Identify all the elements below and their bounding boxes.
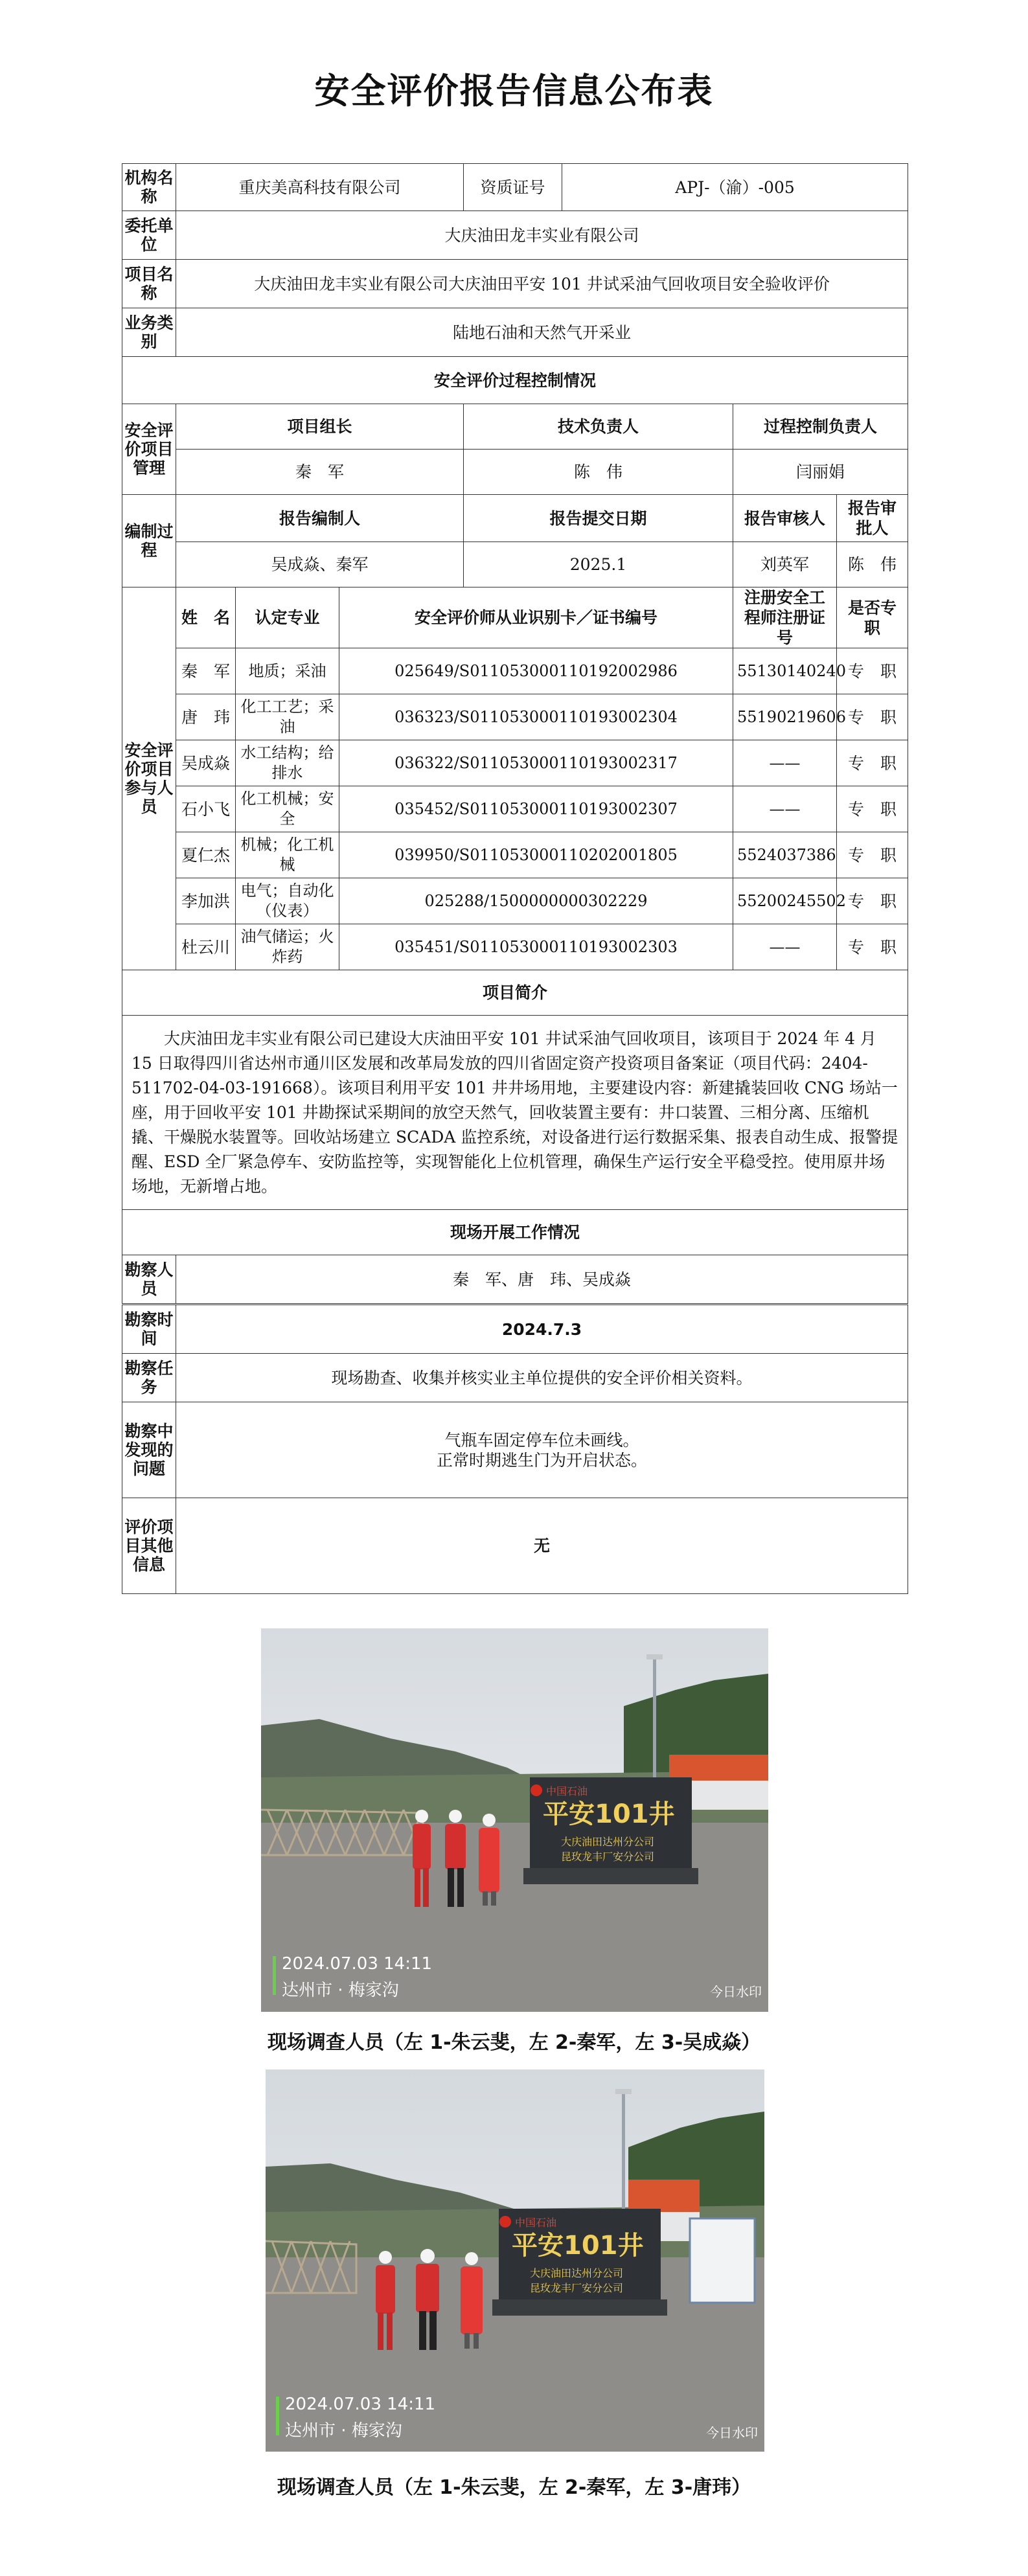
participant-major: 化工工艺；采油 (236, 694, 339, 740)
intro-section-row (122, 970, 908, 1016)
approver-value: 陈 伟 (837, 542, 908, 587)
watermark-time: 2024.07.03 14:11 (282, 1954, 433, 1974)
project-label: 项目名称 (122, 260, 176, 308)
watermark-time: 2024.07.03 14:11 (285, 2395, 436, 2414)
reviewer-value: 刘英军 (733, 542, 837, 587)
participant-reg: 55130140240 (733, 648, 837, 694)
sign-sub2: 昆玫龙丰厂安分公司 (529, 2282, 624, 2294)
intro-row (122, 1016, 908, 1210)
survey-task-label: 勘察任务 (122, 1354, 176, 1402)
reviewer-header: 报告审核人 (733, 495, 837, 542)
survey-staff-row (122, 1255, 908, 1304)
survey-issues-value (176, 1402, 908, 1498)
tech-header: 技术负责人 (464, 404, 733, 450)
participant-card: 025649/S011053000110192002986 (339, 648, 733, 694)
sign-sub1: 大庆油田达州分公司 (529, 2267, 624, 2279)
participant-fulltime: 专 职 (837, 694, 908, 740)
approver-header: 报告审批人 (837, 495, 908, 542)
participant-major: 机械；化工机械 (236, 832, 339, 878)
project-row (122, 260, 908, 308)
other-info-row (122, 1498, 908, 1594)
leader-value: 秦 军 (176, 450, 464, 495)
cert-label: 资质证号 (464, 164, 562, 211)
process-section-row (122, 357, 908, 404)
participant-fulltime: 专 职 (837, 924, 908, 970)
participant-card: 035452/S011053000110193002307 (339, 786, 733, 832)
submit-date-value: 2025.1 (464, 542, 733, 587)
management-label: 安全评价项目管理 (122, 404, 176, 495)
participant-card: 035451/S011053000110193002303 (339, 924, 733, 970)
participant-name: 杜云川 (176, 924, 236, 970)
participant-name: 吴成焱 (176, 740, 236, 786)
leader-header: 项目组长 (176, 404, 464, 450)
participant-name: 秦 军 (176, 648, 236, 694)
intro-text: 大庆油田龙丰实业有限公司已建设大庆油田平安 101 井试采油气回收项目，该项目于 2024 年 4 月 15 日取得四川省达州市通川区发展和改革局发放的四川省固定资产投资项目备案证（项目代码：2404-511702-04-03-191668）。该项目利用平安 101 井井场用地，主要建设内容：新建撬装回收 CNG 场站一座，用于回收平安 101 井勘探试采期间的放空天然气，回收装置主要有：井口装置、三相分离、压缩机撬、干燥脱水装置等。回收站场建立 SCADA 监控系统，对设备进行运行数据采集、报表自动生成、报警提醒、ESD 全厂紧急停车、安防监控等，实现智能化上位机管理，确保生产运行安全平稳受控。使用原井场场地，无新增占地。 (122, 1016, 908, 1210)
survey-issues-row (122, 1402, 908, 1498)
other-info-value: 无 (176, 1498, 908, 1594)
other-info-label: 评价项目其他信息 (122, 1498, 176, 1594)
participants-header-row (122, 587, 908, 648)
management-value-row (122, 450, 908, 495)
business-label: 业务类别 (122, 308, 176, 357)
participant-reg: 55200245502 (733, 878, 837, 924)
participant-reg: —— (733, 924, 837, 970)
issue-line: 正常时期逃生门为开启状态。 (436, 1450, 647, 1470)
site-photo-2 (266, 2069, 764, 2452)
participant-fulltime: 专 职 (837, 878, 908, 924)
participant-card: 039950/S011053000110202001805 (339, 832, 733, 878)
sign-main: 平安101井 (512, 2231, 644, 2261)
photo-caption-2: 现场调查人员（左 1-朱云斐，左 2-秦军，左 3-唐玮） (277, 2476, 751, 2499)
card-header: 安全评价师从业识别卡／证书编号 (339, 587, 733, 648)
survey-staff-value: 秦 军、唐 玮、吴成焱 (176, 1255, 908, 1304)
photo-caption-1: 现场调查人员（左 1-朱云斐，左 2-秦军，左 3-吴成焱） (267, 2031, 761, 2054)
client-value: 大庆油田龙丰实业有限公司 (176, 211, 908, 260)
site-section-row (122, 1210, 908, 1255)
org-row (122, 164, 908, 211)
participant-card: 036322/S011053000110193002317 (339, 740, 733, 786)
participant-reg: 55190219606 (733, 694, 837, 740)
process-section-title: 安全评价过程控制情况 (122, 357, 908, 404)
participant-fulltime: 专 职 (837, 786, 908, 832)
cert-value: APJ-（渝）-005 (562, 164, 908, 211)
well-sign (523, 1777, 698, 1884)
control-header: 过程控制负责人 (733, 404, 908, 450)
participant-fulltime: 专 职 (837, 832, 908, 878)
org-label: 机构名称 (122, 164, 176, 211)
table-row (122, 694, 908, 740)
participant-major: 电气；自动化（仪表） (236, 878, 339, 924)
tech-value: 陈 伟 (464, 450, 733, 495)
management-header-row (122, 404, 908, 450)
reg-header: 注册安全工程师注册证号 (733, 587, 837, 648)
org-value: 重庆美高科技有限公司 (176, 164, 464, 211)
well-sign (492, 2209, 667, 2316)
participant-major: 油气储运；火炸药 (236, 924, 339, 970)
participant-reg: 5524037386 (733, 832, 837, 878)
survey-issues-label: 勘察中发现的问题 (122, 1402, 176, 1498)
participants-label: 安全评价项目参与人员 (122, 587, 176, 970)
intro-section-title: 项目简介 (122, 970, 908, 1016)
watermark-brand: 今日水印 (710, 1984, 762, 2000)
survey-time-row (122, 1305, 908, 1354)
survey-task-row (122, 1354, 908, 1402)
watermark-location: 达州市 · 梅家沟 (285, 2421, 402, 2441)
sign-logo: 中国石油 (546, 1785, 588, 1797)
site-section-title: 现场开展工作情况 (122, 1210, 908, 1255)
participant-card: 036323/S011053000110193002304 (339, 694, 733, 740)
fulltime-header: 是否专职 (837, 587, 908, 648)
worker-3 (461, 2252, 483, 2349)
issue-line: 气瓶车固定停车位未画线。 (444, 1430, 639, 1450)
compiler-header: 报告编制人 (176, 495, 464, 542)
participant-name: 夏仁杰 (176, 832, 236, 878)
table-row (122, 878, 908, 924)
business-row (122, 308, 908, 357)
control-value: 闫丽娟 (733, 450, 908, 495)
submit-date-header: 报告提交日期 (464, 495, 733, 542)
info-table (122, 163, 908, 1304)
survey-task-value: 现场勘查、收集并核实业主单位提供的安全评价相关资料。 (176, 1354, 908, 1402)
participant-name: 唐 玮 (176, 694, 236, 740)
participant-reg: —— (733, 786, 837, 832)
project-value: 大庆油田龙丰实业有限公司大庆油田平安 101 井试采油气回收项目安全验收评价 (176, 260, 908, 308)
compiler-value: 吴成焱、秦军 (176, 542, 464, 587)
name-header: 姓 名 (176, 587, 236, 648)
table-row (122, 832, 908, 878)
survey-time-value: 2024.7.3 (176, 1305, 908, 1354)
page-title: 安全评价报告信息公布表 (314, 71, 714, 111)
participant-card: 025288/1500000000302229 (339, 878, 733, 924)
survey-staff-label: 勘察人员 (122, 1255, 176, 1304)
participant-major: 化工机械；安全 (236, 786, 339, 832)
client-row (122, 211, 908, 260)
participant-name: 李加洪 (176, 878, 236, 924)
participant-major: 地质；采油 (236, 648, 339, 694)
watermark-bar (276, 2397, 279, 2435)
compile-label: 编制过程 (122, 495, 176, 587)
compile-header-row (122, 495, 908, 542)
watermark-location: 达州市 · 梅家沟 (282, 1981, 399, 2000)
participant-reg: —— (733, 740, 837, 786)
watermark-brand: 今日水印 (706, 2425, 758, 2441)
table-row (122, 648, 908, 694)
participant-fulltime: 专 职 (837, 648, 908, 694)
participant-fulltime: 专 职 (837, 740, 908, 786)
sign-main: 平安101井 (543, 1799, 675, 1829)
table-row (122, 786, 908, 832)
sign-sub2: 昆玫龙丰厂安分公司 (560, 1851, 655, 1863)
survey-time-label: 勘察时间 (122, 1305, 176, 1354)
site-photo-1 (261, 1628, 768, 2012)
major-header: 认定专业 (236, 587, 339, 648)
participant-major: 水工结构；给排水 (236, 740, 339, 786)
sign-logo: 中国石油 (515, 2217, 557, 2229)
table-row (122, 740, 908, 786)
business-value: 陆地石油和天然气开采业 (176, 308, 908, 357)
sign-sub1: 大庆油田达州分公司 (560, 1836, 655, 1848)
survey-table (122, 1305, 908, 1594)
client-label: 委托单位 (122, 211, 176, 260)
participant-name: 石小飞 (176, 786, 236, 832)
table-row (122, 924, 908, 970)
watermark-bar (273, 1956, 276, 1995)
compile-value-row (122, 542, 908, 587)
